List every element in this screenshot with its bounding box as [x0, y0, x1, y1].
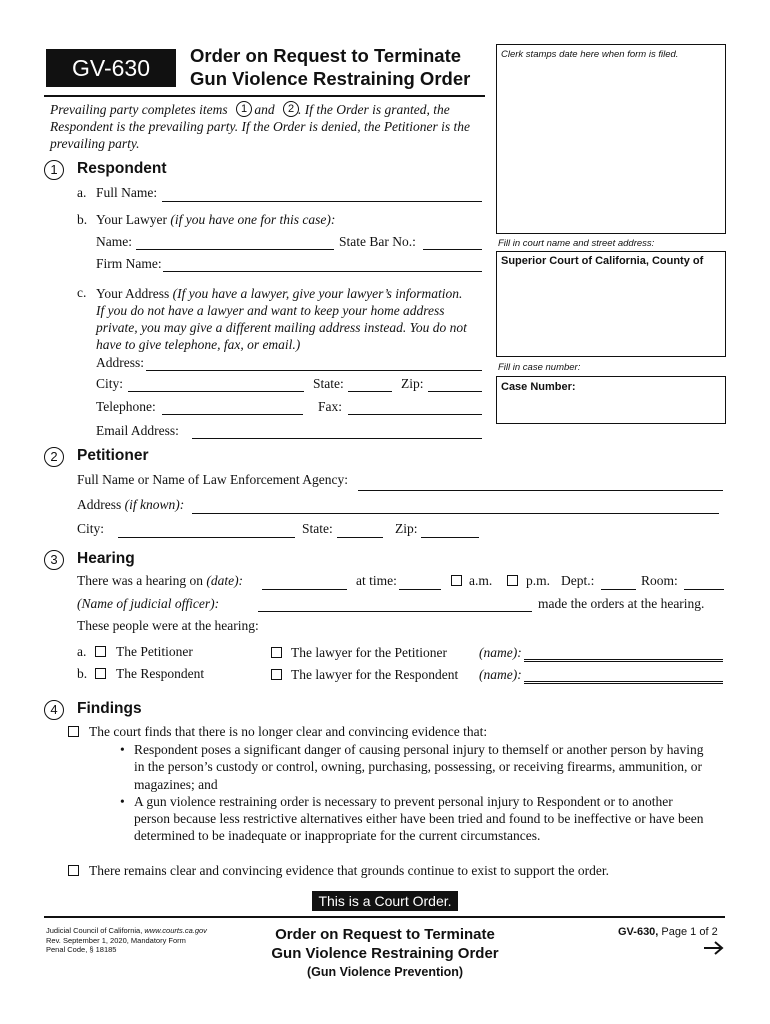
s1-lawyer-label: Your Lawyer (if you have one for this case): [96, 212, 336, 227]
s3-time-label: at time: [356, 573, 397, 588]
form-title: Order on Request to Terminate Gun Violence Restraining Order [190, 45, 471, 89]
respondent-lawyer-name-field[interactable] [524, 681, 723, 684]
respondent-email-field[interactable] [192, 438, 482, 439]
case-number-box[interactable] [496, 376, 726, 424]
s3-b-letter: b. [77, 666, 88, 681]
am-label: a.m. [469, 573, 493, 588]
respondent-lawyer-label: The lawyer for the Respondent [291, 667, 459, 682]
s3-room-label: Room: [641, 573, 678, 588]
section-2-title: Petitioner [77, 447, 149, 464]
bullet-icon: • [120, 742, 125, 757]
court-name-text: Superior Court of California, County of [501, 255, 704, 267]
s1-address-instructions: Your Address (If you have a lawyer, give your lawyer’s information. If you do not have a lawyer and want to keep your home address private, you may give a different mailing address instead. You do not have to give telephone, fax, or email.) [96, 286, 467, 352]
next-page-arrow-icon [703, 941, 725, 959]
header-rule [44, 95, 485, 97]
bullet-icon: • [120, 793, 125, 809]
form-id-badge [46, 49, 176, 87]
s1-state-label: State: [313, 376, 344, 391]
respondent-address-field[interactable] [146, 370, 482, 371]
finding-no-longer-evidence-checkbox[interactable] [68, 726, 79, 737]
s1-state-bar-label: State Bar No.: [339, 234, 416, 249]
petitioner-address-field[interactable] [192, 513, 719, 514]
footer-page-info: GV-630, Page 1 of 2 [618, 926, 718, 938]
footer-rule [44, 916, 725, 918]
s1-fax-label: Fax: [318, 399, 343, 414]
s1-b-letter: b. [77, 212, 88, 227]
am-checkbox[interactable] [451, 575, 462, 586]
case-number-label: Fill in case number: [498, 362, 581, 373]
s1-lawyer-name-label: Name: [96, 234, 132, 249]
finding-evidence-remains-checkbox[interactable] [68, 865, 79, 876]
petitioner-state-field[interactable] [337, 537, 383, 538]
section-4-title: Findings [77, 700, 142, 717]
section-4-number: 4 [44, 700, 64, 720]
pm-label: p.m. [526, 573, 551, 588]
section-3-number: 3 [44, 550, 64, 570]
intro-text: Prevailing party completes items and . If the Order is granted, the 1 2 Respondent is the prevailing party. If the Order is denied, the Petitioner is the prevailing party. [50, 102, 471, 151]
s1-address-label: Address: [96, 355, 144, 370]
s2-full-name-label: Full Name or Name of Law Enforcement Agency: [77, 472, 349, 487]
intro-item-2-marker: 2 [283, 101, 299, 117]
section-2-number: 2 [44, 447, 64, 467]
s3-dept-label: Dept.: [561, 573, 595, 588]
s1-city-label: City: [96, 376, 124, 391]
petitioner-lawyer-name-field[interactable] [524, 659, 723, 662]
respondent-lawyer-name-label: (name): [479, 667, 522, 682]
s3-a-letter: a. [77, 644, 87, 659]
respondent-telephone-field[interactable] [162, 414, 303, 415]
clerk-stamp-box [496, 44, 726, 234]
s2-address-label: Address (if known): [77, 497, 185, 512]
s1-zip-label: Zip: [401, 376, 424, 391]
hearing-date-field[interactable] [262, 589, 347, 590]
finding-1-text: The court finds that there is no longer clear and convincing evidence that: [89, 724, 488, 739]
court-order-banner: This is a Court Order. [312, 891, 458, 911]
respondent-lawyer-present-checkbox[interactable] [271, 669, 282, 680]
petitioner-present-checkbox[interactable] [95, 646, 106, 657]
s2-zip-label: Zip: [395, 521, 418, 536]
s3-hearing-date-label: There was a hearing on (date): [77, 573, 244, 588]
respondent-city-field[interactable] [128, 391, 304, 392]
respondent-present-label: The Respondent [116, 666, 205, 681]
petitioner-lawyer-name-label: (name): [479, 645, 522, 660]
form-id: GV-630 [72, 55, 150, 81]
s1-firm-name-label: Firm Name: [96, 256, 162, 271]
room-field[interactable] [684, 589, 724, 590]
finding-2-text: There remains clear and convincing evidence that grounds continue to exist to support the order. [89, 863, 609, 878]
court-name-label: Fill in court name and street address: [498, 238, 655, 249]
clerk-stamp-label: Clerk stamps date here when form is filed. [501, 49, 679, 60]
respondent-fax-field[interactable] [348, 414, 482, 415]
s1-telephone-label: Telephone: [96, 399, 156, 414]
s3-made-orders-text: made the orders at the hearing. [538, 596, 705, 611]
petitioner-lawyer-label: The lawyer for the Petitioner [291, 645, 447, 660]
court-name-box[interactable] [496, 251, 726, 357]
respondent-state-field[interactable] [348, 391, 392, 392]
intro-item-1-marker: 1 [236, 101, 252, 117]
judicial-officer-field[interactable] [258, 611, 532, 612]
s3-officer-label: (Name of judicial officer): [77, 596, 220, 611]
s1-email-label: Email Address: [96, 423, 179, 438]
s1-full-name-label: Full Name: [96, 185, 158, 200]
hearing-time-field[interactable] [399, 589, 441, 590]
section-1-title: Respondent [77, 160, 167, 177]
s2-state-label: State: [302, 521, 333, 536]
footer-publisher: Judicial Council of California, www.courts.ca.gov Rev. September 1, 2020, Mandatory Form Penal Code, § 18185 [46, 926, 207, 954]
petitioner-present-label: The Petitioner [116, 644, 193, 659]
finding-bullets: • Respondent poses a significant danger of causing personal injury to themself or another person by having in the person’s custody or control, owning, purchasing, possessing, or receiving firearms, ammunition, or magazines; and • A gun violence restraining order is necessary to prevent personal injury to Respondent or to another person because less restrictive alternatives either have been tried and found to be ineffective or have been determined to be inadequate or inappropriate for the current circumstances. [120, 742, 704, 844]
pm-checkbox[interactable] [507, 575, 518, 586]
dept-field[interactable] [601, 589, 636, 590]
s2-city-label: City: [77, 521, 105, 536]
respondent-full-name-field[interactable] [162, 201, 482, 202]
state-bar-number-field[interactable] [423, 249, 482, 250]
s1-c-letter: c. [77, 285, 87, 300]
respondent-present-checkbox[interactable] [95, 668, 106, 679]
footer-title: Order on Request to Terminate Gun Violence Restraining Order (Gun Violence Prevention) [271, 926, 499, 979]
petitioner-name-field[interactable] [358, 490, 723, 491]
section-3-title: Hearing [77, 550, 135, 567]
petitioner-zip-field[interactable] [421, 537, 479, 538]
s3-people-label: These people were at the hearing: [77, 618, 259, 633]
s1-a-letter: a. [77, 185, 87, 200]
case-number-text: Case Number: [501, 381, 576, 393]
firm-name-field[interactable] [163, 271, 482, 272]
respondent-zip-field[interactable] [428, 391, 482, 392]
petitioner-city-field[interactable] [118, 537, 295, 538]
petitioner-lawyer-present-checkbox[interactable] [271, 647, 282, 658]
section-1-number: 1 [44, 160, 64, 180]
lawyer-name-field[interactable] [136, 249, 334, 250]
